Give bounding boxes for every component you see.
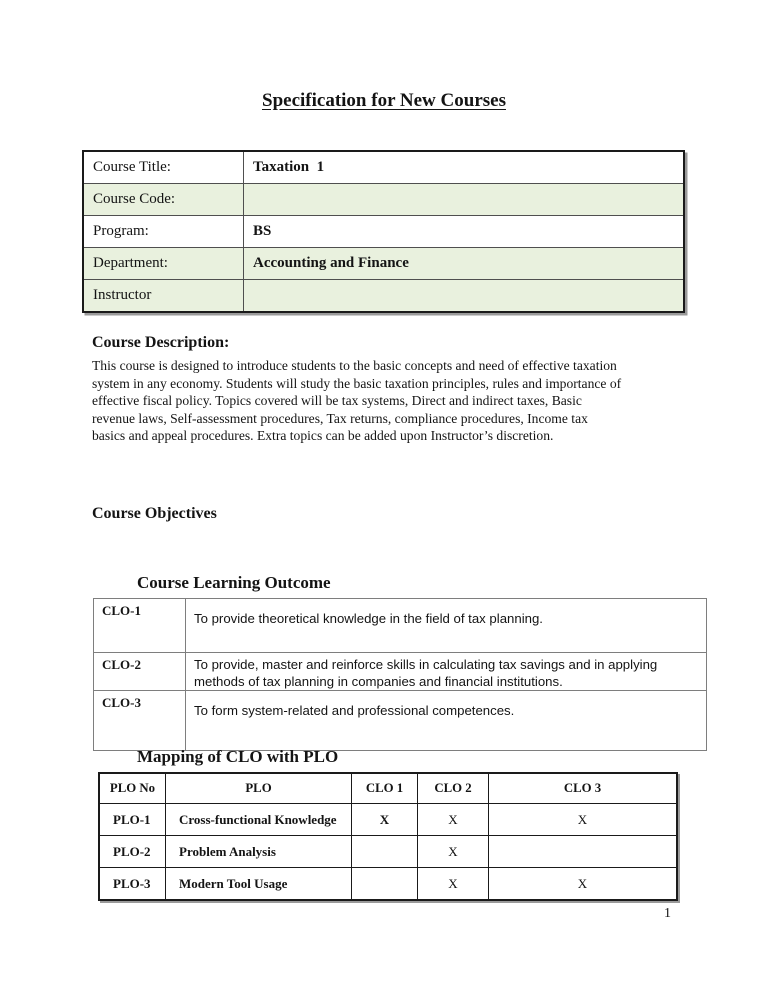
plo-header: PLO	[166, 773, 352, 804]
course-title-value: Taxation 1	[244, 151, 685, 184]
clo-description: To form system-related and professional competences.	[186, 691, 707, 751]
clo-row	[94, 599, 707, 653]
course-info-row	[83, 184, 684, 216]
course-info-row	[83, 151, 684, 184]
plo-no: PLO-2	[99, 836, 166, 868]
document-title: Specification for New Courses	[262, 90, 506, 111]
description-line: system in any economy. Students will study the basic taxation principles, rules and importance of	[92, 375, 622, 391]
instructor-label: Instructor	[83, 280, 244, 313]
plo-name: Problem Analysis	[166, 836, 352, 868]
plo-name: Cross-functional Knowledge	[166, 804, 352, 836]
plo-no-header: PLO No	[99, 773, 166, 804]
mapping-cell: X	[418, 804, 489, 836]
mapping-cell: X	[489, 868, 678, 901]
department-label: Department:	[83, 248, 244, 280]
mapping-cell: X	[489, 804, 678, 836]
clo-heading: Course Learning Outcome	[137, 573, 331, 592]
mapping-cell: X	[418, 868, 489, 901]
plo-mapping-table	[98, 772, 678, 901]
course-info-row	[83, 216, 684, 248]
description-line: effective fiscal policy. Topics covered will be tax systems, Direct and indirect taxes, Basic	[92, 393, 582, 409]
clo3-header: CLO 3	[489, 773, 678, 804]
clo-id: CLO-1	[94, 599, 186, 653]
clo-row	[94, 653, 707, 691]
course-description-text	[92, 357, 621, 445]
clo-description: To provide, master and reinforce skills in calculating tax savings and in applying methods of tax planning in companies and financial institutions.	[186, 653, 707, 691]
clo-row	[94, 691, 707, 751]
plo-no: PLO-1	[99, 804, 166, 836]
mapping-cell	[352, 868, 418, 901]
description-line: basics and appeal procedures. Extra topics can be added upon Instructor’s discretion.	[92, 428, 554, 444]
clo-id: CLO-2	[94, 653, 186, 691]
mapping-cell: X	[352, 804, 418, 836]
mapping-heading: Mapping of CLO with PLO	[137, 747, 339, 766]
description-line: This course is designed to introduce students to the basic concepts and need of effective taxation	[92, 358, 617, 373]
clo2-header: CLO 2	[418, 773, 489, 804]
plo-row	[99, 804, 677, 836]
course-code-label: Course Code:	[83, 184, 244, 216]
plo-no: PLO-3	[99, 868, 166, 901]
plo-row	[99, 836, 677, 868]
clo-id: CLO-3	[94, 691, 186, 751]
program-label: Program:	[83, 216, 244, 248]
plo-row	[99, 868, 677, 901]
clo1-header: CLO 1	[352, 773, 418, 804]
course-info-row	[83, 280, 684, 313]
course-code-value	[244, 184, 685, 216]
mapping-cell: X	[418, 836, 489, 868]
instructor-value	[244, 280, 685, 313]
department-value: Accounting and Finance	[244, 248, 685, 280]
plo-name: Modern Tool Usage	[166, 868, 352, 901]
page-number: 1	[664, 906, 671, 921]
course-description-heading: Course Description:	[92, 334, 230, 351]
course-info-table	[82, 150, 685, 313]
description-line: revenue laws, Self-assessment procedures, Tax returns, compliance procedures, Income tax	[92, 410, 588, 426]
plo-header-row	[99, 773, 677, 804]
mapping-cell	[352, 836, 418, 868]
program-value: BS	[244, 216, 685, 248]
mapping-cell	[489, 836, 678, 868]
course-title-label: Course Title:	[83, 151, 244, 184]
clo-description: To provide theoretical knowledge in the field of tax planning.	[186, 599, 707, 653]
clo-table	[93, 598, 707, 751]
course-info-row	[83, 248, 684, 280]
course-objectives-heading: Course Objectives	[92, 505, 217, 522]
